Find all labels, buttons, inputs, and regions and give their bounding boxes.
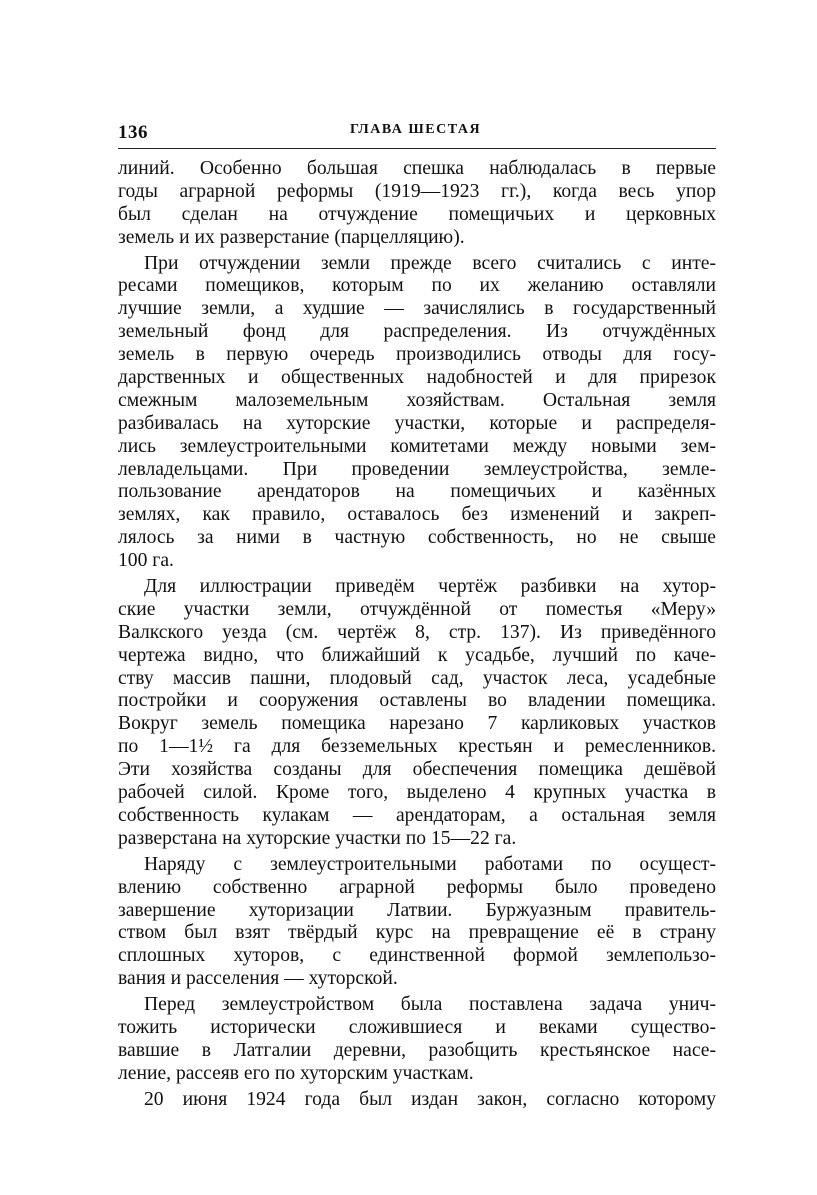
text-line: разверстана на хуторские участки по 15—22 га. xyxy=(118,827,517,849)
running-title: ГЛАВА ШЕСТАЯ xyxy=(350,122,482,137)
text-line: чертежа видно, что ближайший к усадьбе, лучший по каче- xyxy=(118,644,716,666)
paragraph-2 xyxy=(118,253,716,573)
paragraph-6 xyxy=(118,1089,716,1112)
text-line: ству массив пашни, плодовый сад, участок леса, усадебные xyxy=(118,667,716,689)
text-line: Вокруг земель помещика нарезано 7 карликовых участков xyxy=(118,713,716,735)
text-line: Для иллюстрации приведём чертёж разбивки на хутор- xyxy=(144,576,716,598)
paragraph-1 xyxy=(118,158,716,250)
text-line: разбивалась на хуторские участки, которые и распределя- xyxy=(118,412,716,434)
text-line: дарственных и общественных надобностей и для прирезок xyxy=(118,367,716,389)
text-line: земель и их разверстание (парцелляцию). xyxy=(118,226,465,248)
text-line: годы аграрной реформы (1919—1923 гг.), когда весь упор xyxy=(118,180,716,202)
text-line: лучшие земли, а худшие — зачислялись в государственный xyxy=(118,298,716,320)
text-line: по 1—1½ га для безземельных крестьян и ремесленников. xyxy=(118,736,716,758)
paragraph-4 xyxy=(118,854,716,991)
page-header xyxy=(118,118,716,149)
text-line: лись землеустроительными комитетами между новыми зем- xyxy=(118,435,716,457)
text-line: был сделан на отчуждение помещичьих и церковных xyxy=(118,203,716,225)
text-line: собственность кулакам — арендаторам, а остальная земля xyxy=(118,804,716,826)
text-line: ление, рассеяв его по хуторским участкам. xyxy=(118,1062,474,1084)
text-line: тожить исторически сложившиеся и веками существо- xyxy=(118,1016,716,1038)
text-line: ские участки земли, отчуждённой от поместья «Меру» xyxy=(118,598,716,620)
text-line: левладельцами. При проведении землеустройства, земле- xyxy=(118,458,716,480)
text-line: 20 июня 1924 года был издан закон, согласно которому xyxy=(144,1088,716,1110)
text-line: сплошных хуторов, с единственной формой землепользо- xyxy=(118,945,716,967)
text-line: ресами помещиков, которым по их желанию оставляли xyxy=(118,275,716,297)
paragraph-5 xyxy=(118,994,716,1086)
text-line: линий. Особенно большая спешка наблюдалась в первые xyxy=(118,158,716,179)
body-text xyxy=(118,158,716,1112)
text-line: Перед землеустройством была поставлена задача унич- xyxy=(144,994,716,1016)
text-line: При отчуждении земли прежде всего считались с инте- xyxy=(144,252,716,274)
text-line: землях, как правило, оставалось без изменений и закреп- xyxy=(118,504,716,526)
text-line: Наряду с землеустроительными работами по осущест- xyxy=(144,853,716,875)
text-line: вавшие в Латгалии деревни, разобщить крестьянское насе- xyxy=(118,1039,716,1061)
text-line: влению собственно аграрной реформы было проведено xyxy=(118,876,716,898)
text-line: завершение хуторизации Латвии. Буржуазным правитель- xyxy=(118,899,716,921)
page-number: 136 xyxy=(118,122,148,143)
paragraph-3 xyxy=(118,576,716,851)
text-line: земель в первую очередь производились отводы для госу- xyxy=(118,344,716,366)
text-line: лялось за ними в частную собственность, но не свыше xyxy=(118,527,716,549)
text-line: пользование арендаторов на помещичьих и казённых xyxy=(118,481,716,503)
text-line: смежным малоземельным хозяйствам. Остальная земля xyxy=(118,389,716,411)
text-line: вания и расселения — хуторской. xyxy=(118,968,398,990)
text-line: рабочей силой. Кроме того, выделено 4 крупных участка в xyxy=(118,782,716,804)
text-line: 100 га. xyxy=(118,550,174,572)
text-line: постройки и сооружения оставлены во владении помещика. xyxy=(118,690,716,712)
text-line: ством был взят твёрдый курс на превращение её в страну xyxy=(118,922,716,944)
text-line: Эти хозяйства созданы для обеспечения помещика дешёвой xyxy=(118,759,716,781)
text-line: Валкского уезда (см. чертёж 8, стр. 137). Из приведённого xyxy=(118,621,716,643)
text-line: земельный фонд для распределения. Из отчуждённых xyxy=(118,321,716,343)
